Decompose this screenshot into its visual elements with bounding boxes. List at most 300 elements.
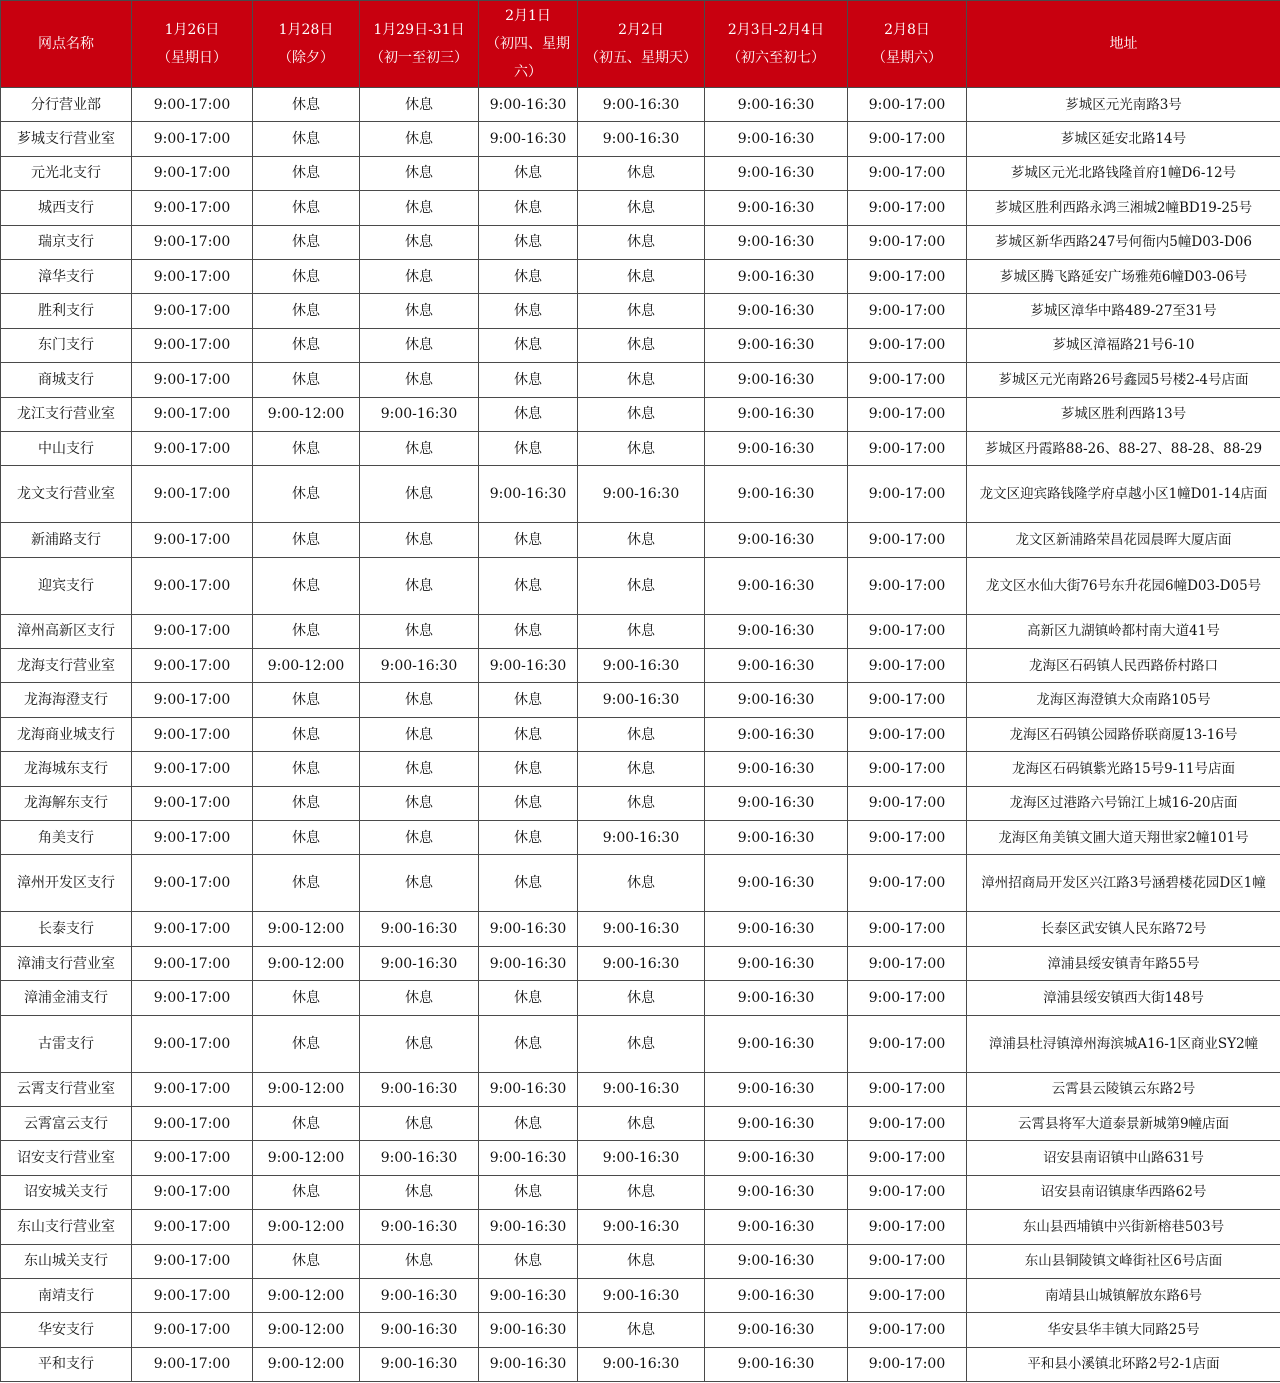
- cell-feb2-hours: 休息: [578, 259, 705, 293]
- header-jan28: [253, 1, 360, 88]
- cell-feb2-hours: 9:00-16:30: [578, 1141, 705, 1175]
- cell-address: 芗城区延安北路14号: [967, 122, 1280, 156]
- cell-jan28-hours: 9:00-12:00: [253, 1072, 360, 1106]
- cell-branch-name: 漳浦金浦支行: [1, 981, 132, 1015]
- cell-address: 漳浦县杜浔镇漳州海滨城A16-1区商业SY2幢: [967, 1015, 1280, 1072]
- header-label: 网点名称: [38, 36, 94, 52]
- cell-jan28-hours: 9:00-12:00: [253, 1141, 360, 1175]
- table-row: [1, 431, 1280, 465]
- cell-feb8-hours: 9:00-17:00: [848, 1210, 967, 1244]
- cell-jan28-hours: 休息: [253, 191, 360, 225]
- cell-feb2-hours: 休息: [578, 1244, 705, 1278]
- cell-jan29-31-hours: 休息: [360, 614, 479, 648]
- cell-jan26-hours: 9:00-17:00: [132, 1347, 253, 1381]
- cell-address: 东山县西埔镇中兴街新榕巷503号: [967, 1210, 1280, 1244]
- cell-jan26-hours: 9:00-17:00: [132, 397, 253, 431]
- cell-branch-name: 龙海海澄支行: [1, 683, 132, 717]
- cell-jan26-hours: 9:00-17:00: [132, 1072, 253, 1106]
- cell-address: 龙文区新浦路荣昌花园晨晖大厦店面: [967, 523, 1280, 557]
- cell-branch-name: 云霄富云支行: [1, 1106, 132, 1140]
- cell-jan28-hours: 休息: [253, 225, 360, 259]
- cell-feb2-hours: 休息: [578, 717, 705, 751]
- cell-address: 诏安县南诏镇康华西路62号: [967, 1175, 1280, 1209]
- cell-feb2-hours: 9:00-16:30: [578, 683, 705, 717]
- cell-feb1-hours: 休息: [479, 1175, 578, 1209]
- cell-jan29-31-hours: 9:00-16:30: [360, 912, 479, 946]
- cell-feb1-hours: 休息: [479, 1015, 578, 1072]
- table-row: [1, 523, 1280, 557]
- cell-feb3-4-hours: 9:00-16:30: [705, 1244, 848, 1278]
- cell-feb8-hours: 9:00-17:00: [848, 1015, 967, 1072]
- cell-feb1-hours: 9:00-16:30: [479, 88, 578, 122]
- table-row: [1, 191, 1280, 225]
- cell-jan28-hours: 9:00-12:00: [253, 1210, 360, 1244]
- cell-feb2-hours: 休息: [578, 1175, 705, 1209]
- cell-feb8-hours: 9:00-17:00: [848, 88, 967, 122]
- cell-address: 诏安县南诏镇中山路631号: [967, 1141, 1280, 1175]
- cell-feb8-hours: 9:00-17:00: [848, 1347, 967, 1381]
- table-row: [1, 1141, 1280, 1175]
- cell-feb3-4-hours: 9:00-16:30: [705, 328, 848, 362]
- cell-feb3-4-hours: 9:00-16:30: [705, 431, 848, 465]
- cell-feb3-4-hours: 9:00-16:30: [705, 1278, 848, 1312]
- cell-address: 云霄县云陵镇云东路2号: [967, 1072, 1280, 1106]
- cell-branch-name: 龙海商业城支行: [1, 717, 132, 751]
- cell-jan29-31-hours: 休息: [360, 1015, 479, 1072]
- cell-jan28-hours: 休息: [253, 717, 360, 751]
- header-label: 地址: [1109, 36, 1138, 52]
- header-sublabel: （除夕）: [278, 50, 334, 66]
- header-feb1: [479, 1, 578, 88]
- cell-feb3-4-hours: 9:00-16:30: [705, 717, 848, 751]
- cell-feb1-hours: 9:00-16:30: [479, 1313, 578, 1347]
- cell-branch-name: 龙文支行营业室: [1, 466, 132, 523]
- cell-feb3-4-hours: 9:00-16:30: [705, 363, 848, 397]
- cell-address: 南靖县山城镇解放东路6号: [967, 1278, 1280, 1312]
- cell-branch-name: 东山支行营业室: [1, 1210, 132, 1244]
- cell-feb3-4-hours: 9:00-16:30: [705, 466, 848, 523]
- cell-feb8-hours: 9:00-17:00: [848, 363, 967, 397]
- cell-branch-name: 元光北支行: [1, 156, 132, 190]
- header-sublabel: （初六至初七）: [727, 50, 825, 66]
- cell-jan29-31-hours: 9:00-16:30: [360, 1210, 479, 1244]
- cell-feb1-hours: 休息: [479, 981, 578, 1015]
- cell-feb8-hours: 9:00-17:00: [848, 1175, 967, 1209]
- cell-jan29-31-hours: 休息: [360, 122, 479, 156]
- cell-address: 龙海区海澄镇大众南路105号: [967, 683, 1280, 717]
- cell-feb2-hours: 休息: [578, 363, 705, 397]
- cell-feb8-hours: 9:00-17:00: [848, 683, 967, 717]
- cell-jan29-31-hours: 休息: [360, 752, 479, 786]
- table-row: [1, 717, 1280, 751]
- header-sublabel: （星期日）: [157, 50, 227, 66]
- cell-feb3-4-hours: 9:00-16:30: [705, 1175, 848, 1209]
- cell-feb1-hours: 休息: [479, 717, 578, 751]
- header-label: 1月26日: [164, 22, 220, 38]
- table-row: [1, 1175, 1280, 1209]
- cell-address: 龙海区石码镇人民西路侨村路口: [967, 649, 1280, 683]
- cell-feb2-hours: 休息: [578, 752, 705, 786]
- cell-address: 华安县华丰镇大同路25号: [967, 1313, 1280, 1347]
- header-label: 2月1日: [505, 8, 551, 24]
- cell-feb8-hours: 9:00-17:00: [848, 156, 967, 190]
- cell-feb8-hours: 9:00-17:00: [848, 649, 967, 683]
- cell-feb1-hours: 休息: [479, 225, 578, 259]
- cell-feb3-4-hours: 9:00-16:30: [705, 1015, 848, 1072]
- cell-jan29-31-hours: 休息: [360, 683, 479, 717]
- cell-jan26-hours: 9:00-17:00: [132, 1175, 253, 1209]
- cell-jan28-hours: 休息: [253, 523, 360, 557]
- cell-feb1-hours: 9:00-16:30: [479, 912, 578, 946]
- cell-feb2-hours: 9:00-16:30: [578, 88, 705, 122]
- cell-feb8-hours: 9:00-17:00: [848, 821, 967, 855]
- cell-feb3-4-hours: 9:00-16:30: [705, 614, 848, 648]
- cell-address: 龙海区石码镇公园路侨联商厦13-16号: [967, 717, 1280, 751]
- cell-branch-name: 漳浦支行营业室: [1, 946, 132, 980]
- cell-feb3-4-hours: 9:00-16:30: [705, 946, 848, 980]
- cell-feb3-4-hours: 9:00-16:30: [705, 649, 848, 683]
- cell-jan26-hours: 9:00-17:00: [132, 786, 253, 820]
- cell-feb1-hours: 休息: [479, 259, 578, 293]
- header-address: [967, 1, 1280, 88]
- cell-branch-name: 瑞京支行: [1, 225, 132, 259]
- header-feb3-4: [705, 1, 848, 88]
- cell-jan26-hours: 9:00-17:00: [132, 122, 253, 156]
- header-label: 2月2日: [618, 22, 664, 38]
- cell-jan26-hours: 9:00-17:00: [132, 557, 253, 614]
- cell-jan26-hours: 9:00-17:00: [132, 912, 253, 946]
- cell-jan29-31-hours: 休息: [360, 294, 479, 328]
- table-header: [1, 1, 1280, 88]
- table-row: [1, 614, 1280, 648]
- cell-address: 芗城区胜利西路永鸿三湘城2幢BD19-25号: [967, 191, 1280, 225]
- cell-jan29-31-hours: 9:00-16:30: [360, 397, 479, 431]
- cell-feb1-hours: 休息: [479, 294, 578, 328]
- cell-feb2-hours: 9:00-16:30: [578, 946, 705, 980]
- cell-feb3-4-hours: 9:00-16:30: [705, 397, 848, 431]
- cell-jan26-hours: 9:00-17:00: [132, 1278, 253, 1312]
- cell-branch-name: 中山支行: [1, 431, 132, 465]
- cell-branch-name: 华安支行: [1, 1313, 132, 1347]
- cell-feb2-hours: 休息: [578, 156, 705, 190]
- cell-feb1-hours: 9:00-16:30: [479, 946, 578, 980]
- cell-address: 龙海区石码镇紫光路15号9-11号店面: [967, 752, 1280, 786]
- cell-jan29-31-hours: 休息: [360, 523, 479, 557]
- cell-jan26-hours: 9:00-17:00: [132, 1244, 253, 1278]
- cell-feb2-hours: 休息: [578, 523, 705, 557]
- cell-jan29-31-hours: 休息: [360, 88, 479, 122]
- cell-jan26-hours: 9:00-17:00: [132, 1210, 253, 1244]
- cell-jan29-31-hours: 休息: [360, 259, 479, 293]
- header-sublabel: （初四、星期六）: [486, 36, 570, 80]
- cell-feb8-hours: 9:00-17:00: [848, 855, 967, 912]
- cell-jan28-hours: 休息: [253, 1244, 360, 1278]
- table-row: [1, 981, 1280, 1015]
- cell-jan26-hours: 9:00-17:00: [132, 946, 253, 980]
- header-feb8: [848, 1, 967, 88]
- cell-jan28-hours: 休息: [253, 294, 360, 328]
- header-label: 2月8日: [884, 22, 930, 38]
- cell-jan29-31-hours: 休息: [360, 557, 479, 614]
- cell-jan26-hours: 9:00-17:00: [132, 431, 253, 465]
- table-row: [1, 1313, 1280, 1347]
- table-row: [1, 88, 1280, 122]
- cell-branch-name: 漳州开发区支行: [1, 855, 132, 912]
- header-label: 1月29日-31日: [373, 22, 465, 38]
- cell-jan26-hours: 9:00-17:00: [132, 259, 253, 293]
- cell-jan26-hours: 9:00-17:00: [132, 1141, 253, 1175]
- cell-feb1-hours: 9:00-16:30: [479, 122, 578, 156]
- cell-feb1-hours: 休息: [479, 752, 578, 786]
- cell-feb3-4-hours: 9:00-16:30: [705, 1141, 848, 1175]
- header-row: [1, 1, 1280, 88]
- cell-feb8-hours: 9:00-17:00: [848, 1244, 967, 1278]
- header-jan26: [132, 1, 253, 88]
- cell-branch-name: 平和支行: [1, 1347, 132, 1381]
- cell-jan29-31-hours: 9:00-16:30: [360, 946, 479, 980]
- cell-jan26-hours: 9:00-17:00: [132, 752, 253, 786]
- cell-feb2-hours: 休息: [578, 786, 705, 820]
- cell-jan29-31-hours: 9:00-16:30: [360, 1141, 479, 1175]
- table-row: [1, 683, 1280, 717]
- cell-branch-name: 龙海城东支行: [1, 752, 132, 786]
- cell-feb3-4-hours: 9:00-16:30: [705, 88, 848, 122]
- cell-branch-name: 漳华支行: [1, 259, 132, 293]
- cell-feb8-hours: 9:00-17:00: [848, 981, 967, 1015]
- cell-feb2-hours: 休息: [578, 855, 705, 912]
- table-row: [1, 752, 1280, 786]
- cell-feb3-4-hours: 9:00-16:30: [705, 752, 848, 786]
- cell-feb1-hours: 休息: [479, 523, 578, 557]
- cell-address: 芗城区元光南路26号鑫园5号楼2-4号店面: [967, 363, 1280, 397]
- table-row: [1, 1072, 1280, 1106]
- cell-address: 漳浦县绥安镇西大街148号: [967, 981, 1280, 1015]
- cell-jan28-hours: 休息: [253, 981, 360, 1015]
- cell-feb3-4-hours: 9:00-16:30: [705, 981, 848, 1015]
- cell-jan29-31-hours: 休息: [360, 431, 479, 465]
- cell-jan29-31-hours: 休息: [360, 191, 479, 225]
- cell-branch-name: 商城支行: [1, 363, 132, 397]
- cell-feb2-hours: 休息: [578, 1015, 705, 1072]
- cell-feb8-hours: 9:00-17:00: [848, 557, 967, 614]
- cell-feb1-hours: 休息: [479, 557, 578, 614]
- cell-jan28-hours: 9:00-12:00: [253, 1278, 360, 1312]
- cell-feb1-hours: 9:00-16:30: [479, 466, 578, 523]
- table-row: [1, 363, 1280, 397]
- cell-feb3-4-hours: 9:00-16:30: [705, 821, 848, 855]
- cell-jan28-hours: 休息: [253, 1175, 360, 1209]
- cell-address: 长泰区武安镇人民东路72号: [967, 912, 1280, 946]
- table-row: [1, 122, 1280, 156]
- cell-address: 芗城区丹霞路88-26、88-27、88-28、88-29: [967, 431, 1280, 465]
- cell-address: 芗城区元光南路3号: [967, 88, 1280, 122]
- cell-feb2-hours: 休息: [578, 397, 705, 431]
- table-row: [1, 466, 1280, 523]
- table-row: [1, 1015, 1280, 1072]
- cell-jan29-31-hours: 休息: [360, 1175, 479, 1209]
- cell-jan26-hours: 9:00-17:00: [132, 1015, 253, 1072]
- cell-feb1-hours: 休息: [479, 1244, 578, 1278]
- cell-feb3-4-hours: 9:00-16:30: [705, 912, 848, 946]
- cell-address: 东山县铜陵镇文峰街社区6号店面: [967, 1244, 1280, 1278]
- table-row: [1, 225, 1280, 259]
- cell-feb3-4-hours: 9:00-16:30: [705, 294, 848, 328]
- cell-address: 高新区九湖镇岭都村南大道41号: [967, 614, 1280, 648]
- cell-jan26-hours: 9:00-17:00: [132, 717, 253, 751]
- header-sublabel: （初一至初三）: [370, 50, 468, 66]
- cell-jan28-hours: 休息: [253, 614, 360, 648]
- cell-branch-name: 角美支行: [1, 821, 132, 855]
- cell-jan28-hours: 休息: [253, 683, 360, 717]
- cell-jan26-hours: 9:00-17:00: [132, 614, 253, 648]
- cell-feb8-hours: 9:00-17:00: [848, 466, 967, 523]
- cell-jan29-31-hours: 休息: [360, 981, 479, 1015]
- cell-jan29-31-hours: 休息: [360, 225, 479, 259]
- cell-jan29-31-hours: 休息: [360, 466, 479, 523]
- cell-feb2-hours: 9:00-16:30: [578, 466, 705, 523]
- cell-address: 芗城区漳华中路489-27至31号: [967, 294, 1280, 328]
- cell-jan28-hours: 9:00-12:00: [253, 946, 360, 980]
- cell-branch-name: 东山城关支行: [1, 1244, 132, 1278]
- cell-feb8-hours: 9:00-17:00: [848, 786, 967, 820]
- table-row: [1, 649, 1280, 683]
- cell-jan26-hours: 9:00-17:00: [132, 523, 253, 557]
- cell-feb1-hours: 休息: [479, 786, 578, 820]
- table-body: [1, 88, 1280, 1382]
- table-row: [1, 786, 1280, 820]
- cell-jan29-31-hours: 休息: [360, 821, 479, 855]
- table-row: [1, 328, 1280, 362]
- cell-feb1-hours: 休息: [479, 1106, 578, 1140]
- cell-feb1-hours: 休息: [479, 855, 578, 912]
- table-row: [1, 946, 1280, 980]
- header-sublabel: （初五、星期天）: [585, 50, 697, 66]
- cell-feb2-hours: 休息: [578, 981, 705, 1015]
- cell-branch-name: 龙海支行营业室: [1, 649, 132, 683]
- cell-feb3-4-hours: 9:00-16:30: [705, 1106, 848, 1140]
- header-sublabel: （星期六）: [872, 50, 942, 66]
- cell-jan28-hours: 休息: [253, 752, 360, 786]
- table-row: [1, 397, 1280, 431]
- cell-feb3-4-hours: 9:00-16:30: [705, 191, 848, 225]
- cell-jan29-31-hours: 休息: [360, 156, 479, 190]
- cell-address: 芗城区腾飞路延安广场雅苑6幢D03-06号: [967, 259, 1280, 293]
- table-row: [1, 1244, 1280, 1278]
- cell-branch-name: 漳州高新区支行: [1, 614, 132, 648]
- cell-branch-name: 云霄支行营业室: [1, 1072, 132, 1106]
- cell-feb8-hours: 9:00-17:00: [848, 946, 967, 980]
- cell-feb8-hours: 9:00-17:00: [848, 1141, 967, 1175]
- cell-jan26-hours: 9:00-17:00: [132, 981, 253, 1015]
- cell-jan26-hours: 9:00-17:00: [132, 683, 253, 717]
- cell-address: 龙海区过港路六号锦江上城16-20店面: [967, 786, 1280, 820]
- cell-jan26-hours: 9:00-17:00: [132, 88, 253, 122]
- cell-feb2-hours: 休息: [578, 328, 705, 362]
- cell-jan28-hours: 休息: [253, 88, 360, 122]
- cell-feb8-hours: 9:00-17:00: [848, 294, 967, 328]
- cell-jan26-hours: 9:00-17:00: [132, 466, 253, 523]
- cell-jan28-hours: 休息: [253, 1106, 360, 1140]
- cell-feb2-hours: 9:00-16:30: [578, 1210, 705, 1244]
- cell-feb3-4-hours: 9:00-16:30: [705, 523, 848, 557]
- cell-branch-name: 城西支行: [1, 191, 132, 225]
- cell-jan28-hours: 休息: [253, 259, 360, 293]
- cell-feb2-hours: 休息: [578, 431, 705, 465]
- table-row: [1, 1210, 1280, 1244]
- cell-jan28-hours: 9:00-12:00: [253, 649, 360, 683]
- cell-feb2-hours: 9:00-16:30: [578, 1278, 705, 1312]
- cell-jan26-hours: 9:00-17:00: [132, 156, 253, 190]
- cell-feb1-hours: 休息: [479, 156, 578, 190]
- cell-feb3-4-hours: 9:00-16:30: [705, 122, 848, 156]
- cell-feb8-hours: 9:00-17:00: [848, 431, 967, 465]
- cell-address: 芗城区新华西路247号何衙内5幢D03-D06: [967, 225, 1280, 259]
- cell-feb2-hours: 休息: [578, 614, 705, 648]
- cell-branch-name: 长泰支行: [1, 912, 132, 946]
- cell-feb3-4-hours: 9:00-16:30: [705, 683, 848, 717]
- cell-address: 平和县小溪镇北环路2号2-1店面: [967, 1347, 1280, 1381]
- cell-address: 龙海区角美镇文圃大道天翔世家2幢101号: [967, 821, 1280, 855]
- cell-feb2-hours: 9:00-16:30: [578, 821, 705, 855]
- cell-branch-name: 南靖支行: [1, 1278, 132, 1312]
- cell-branch-name: 迎宾支行: [1, 557, 132, 614]
- cell-jan28-hours: 休息: [253, 466, 360, 523]
- cell-branch-name: 龙江支行营业室: [1, 397, 132, 431]
- cell-address: 芗城区元光北路钱隆首府1幢D6-12号: [967, 156, 1280, 190]
- cell-feb2-hours: 休息: [578, 294, 705, 328]
- cell-jan28-hours: 休息: [253, 156, 360, 190]
- cell-feb2-hours: 休息: [578, 225, 705, 259]
- table-row: [1, 557, 1280, 614]
- cell-jan28-hours: 9:00-12:00: [253, 912, 360, 946]
- cell-feb2-hours: 休息: [578, 191, 705, 225]
- cell-feb8-hours: 9:00-17:00: [848, 259, 967, 293]
- cell-feb1-hours: 9:00-16:30: [479, 1278, 578, 1312]
- cell-address: 漳州招商局开发区兴江路3号涵碧楼花园D区1幢: [967, 855, 1280, 912]
- table-row: [1, 259, 1280, 293]
- cell-jan26-hours: 9:00-17:00: [132, 191, 253, 225]
- cell-jan28-hours: 休息: [253, 328, 360, 362]
- cell-jan28-hours: 休息: [253, 821, 360, 855]
- cell-feb2-hours: 休息: [578, 1106, 705, 1140]
- cell-feb3-4-hours: 9:00-16:30: [705, 259, 848, 293]
- cell-feb8-hours: 9:00-17:00: [848, 328, 967, 362]
- cell-branch-name: 古雷支行: [1, 1015, 132, 1072]
- cell-jan29-31-hours: 休息: [360, 855, 479, 912]
- cell-feb8-hours: 9:00-17:00: [848, 225, 967, 259]
- cell-feb8-hours: 9:00-17:00: [848, 1313, 967, 1347]
- cell-feb3-4-hours: 9:00-16:30: [705, 855, 848, 912]
- cell-feb1-hours: 9:00-16:30: [479, 1072, 578, 1106]
- cell-feb1-hours: 休息: [479, 683, 578, 717]
- cell-feb1-hours: 9:00-16:30: [479, 1210, 578, 1244]
- header-label: 2月3日-2月4日: [727, 22, 825, 38]
- cell-jan29-31-hours: 9:00-16:30: [360, 1313, 479, 1347]
- cell-feb8-hours: 9:00-17:00: [848, 752, 967, 786]
- cell-feb8-hours: 9:00-17:00: [848, 614, 967, 648]
- cell-branch-name: 诏安支行营业室: [1, 1141, 132, 1175]
- cell-feb1-hours: 9:00-16:30: [479, 1141, 578, 1175]
- cell-branch-name: 分行营业部: [1, 88, 132, 122]
- cell-jan26-hours: 9:00-17:00: [132, 1106, 253, 1140]
- cell-jan26-hours: 9:00-17:00: [132, 294, 253, 328]
- cell-feb3-4-hours: 9:00-16:30: [705, 1347, 848, 1381]
- cell-feb8-hours: 9:00-17:00: [848, 523, 967, 557]
- cell-feb2-hours: 9:00-16:30: [578, 1347, 705, 1381]
- cell-jan29-31-hours: 休息: [360, 328, 479, 362]
- cell-address: 漳浦县绥安镇青年路55号: [967, 946, 1280, 980]
- table-row: [1, 1347, 1280, 1381]
